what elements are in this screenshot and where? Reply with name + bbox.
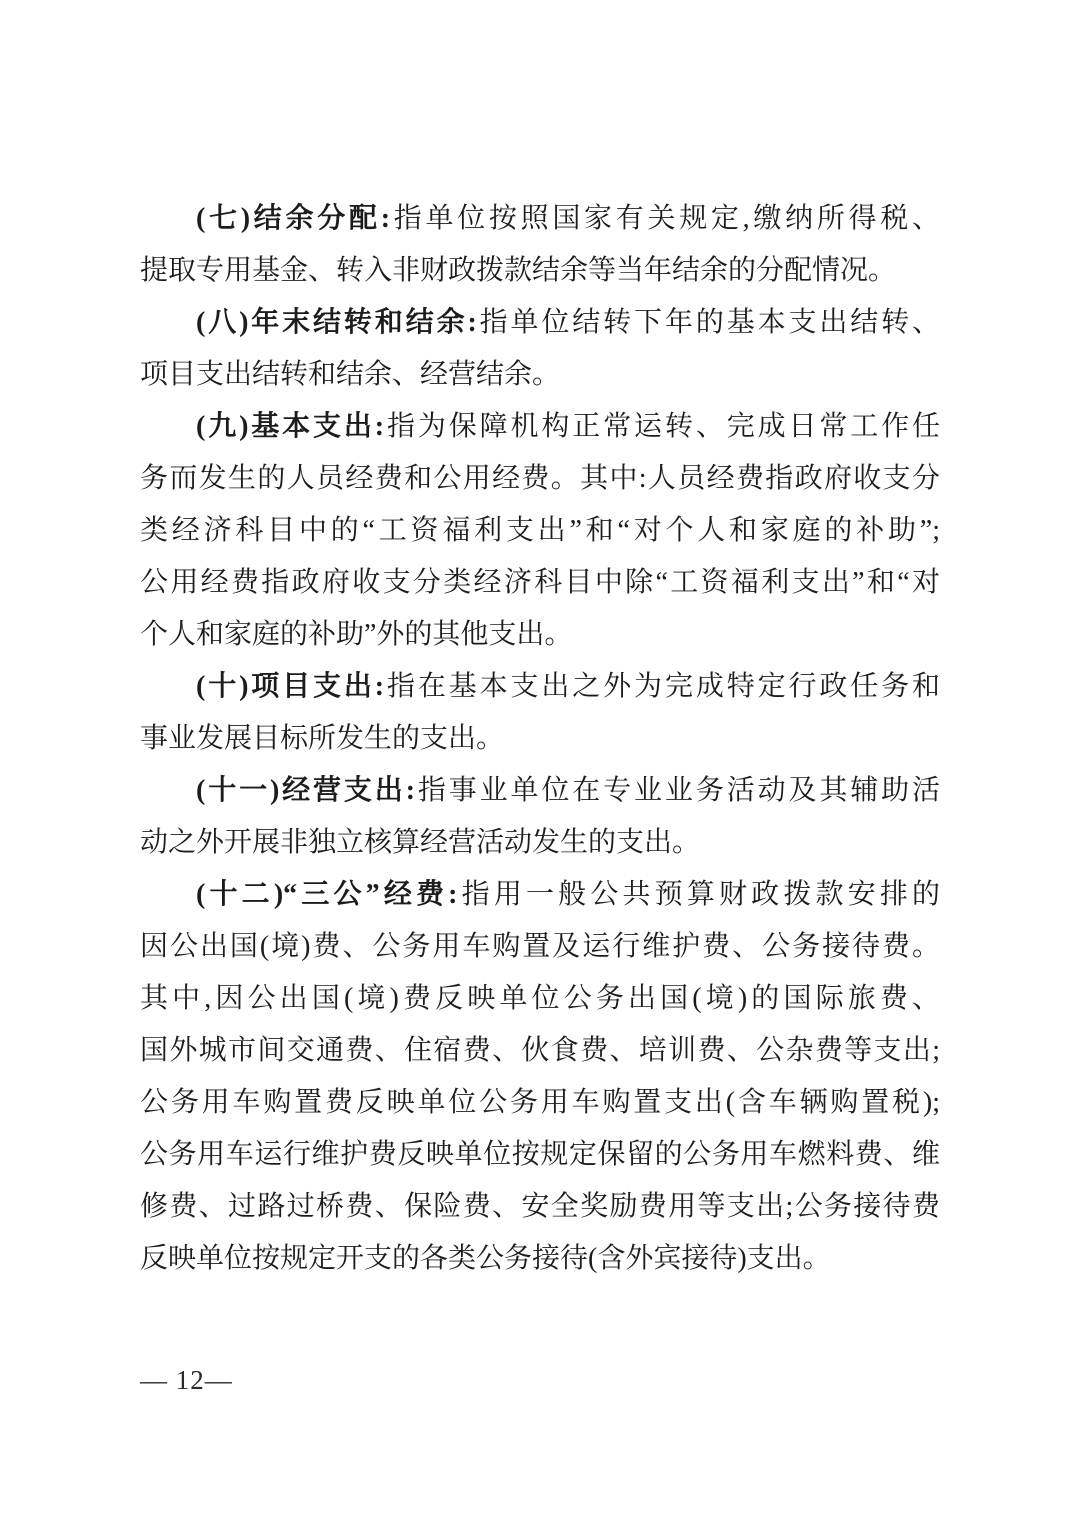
line-text: 因公出国(境)费、公务用车购置及运行维护费、公务接待费。	[140, 931, 940, 962]
text-line	[140, 1129, 940, 1181]
text-line	[140, 193, 940, 245]
text-line	[140, 921, 940, 973]
text-line	[140, 349, 940, 401]
line-text: 公用经费指政府收支分类经济科目中除“工资福利支出”和“对	[140, 567, 940, 598]
text-line	[140, 661, 940, 713]
line-text: 提取专用基金、转入非财政拨款结余等当年结余的分配情况。	[140, 255, 897, 286]
text-line	[140, 505, 940, 557]
line-text: 指在基本支出之外为完成特定行政任务和	[384, 671, 940, 702]
text-line	[140, 297, 940, 349]
text-line	[140, 557, 940, 609]
term-label: (七)结余分配:	[196, 203, 391, 234]
line-text: 反映单位按规定开支的各类公务接待(含外宾接待)支出。	[140, 1243, 831, 1274]
line-text: 务而发生的人员经费和公用经费。其中:人员经费指政府收支分	[140, 463, 940, 494]
text-line	[140, 453, 940, 505]
document-body	[140, 193, 940, 1285]
line-text: 类经济科目中的“工资福利支出”和“对个人和家庭的补助”;	[140, 515, 940, 546]
line-text: 指为保障机构正常运转、完成日常工作任	[384, 411, 940, 442]
text-line	[140, 1025, 940, 1077]
text-line	[140, 1181, 940, 1233]
line-text: 事业发展目标所发生的支出。	[140, 723, 505, 754]
line-text: 指单位结转下年的基本支出结转、	[476, 307, 940, 338]
line-text: 其中,因公出国(境)费反映单位公务出国(境)的国际旅费、	[140, 983, 940, 1014]
text-line	[140, 817, 940, 869]
term-label: (八)年末结转和结余:	[196, 307, 477, 338]
line-text: 公务用车购置费反映单位公务用车购置支出(含车辆购置税);	[140, 1087, 940, 1118]
line-text: 指单位按照国家有关规定,缴纳所得税、	[390, 203, 940, 234]
text-line	[140, 869, 940, 921]
line-text: 动之外开展非独立核算经营活动发生的支出。	[140, 827, 701, 858]
term-label: (十二)“三公”经费:	[196, 879, 458, 910]
text-line	[140, 713, 940, 765]
page-number: — 12—	[140, 1365, 233, 1395]
line-text: 国外城市间交通费、住宿费、伙食费、培训费、公杂费等支出;	[140, 1035, 940, 1066]
line-text: 修费、过路过桥费、保险费、安全奖励费用等支出;公务接待费	[140, 1191, 940, 1222]
text-line	[140, 245, 940, 297]
line-text: 指事业单位在专业业务活动及其辅助活	[415, 775, 940, 806]
text-line	[140, 609, 940, 661]
line-text: 项目支出结转和结余、经营结余。	[140, 359, 561, 390]
line-text: 公务用车运行维护费反映单位按规定保留的公务用车燃料费、维	[140, 1139, 940, 1170]
term-label: (九)基本支出:	[196, 411, 385, 442]
text-line	[140, 973, 940, 1025]
term-label: (十)项目支出:	[196, 671, 385, 702]
text-line	[140, 401, 940, 453]
text-line	[140, 765, 940, 817]
text-line	[140, 1077, 940, 1129]
line-text: 指用一般公共预算财政拨款安排的	[457, 879, 940, 910]
text-line	[140, 1233, 940, 1285]
line-text: 个人和家庭的补助”外的其他支出。	[140, 619, 573, 650]
term-label: (十一)经营支出:	[196, 775, 416, 806]
